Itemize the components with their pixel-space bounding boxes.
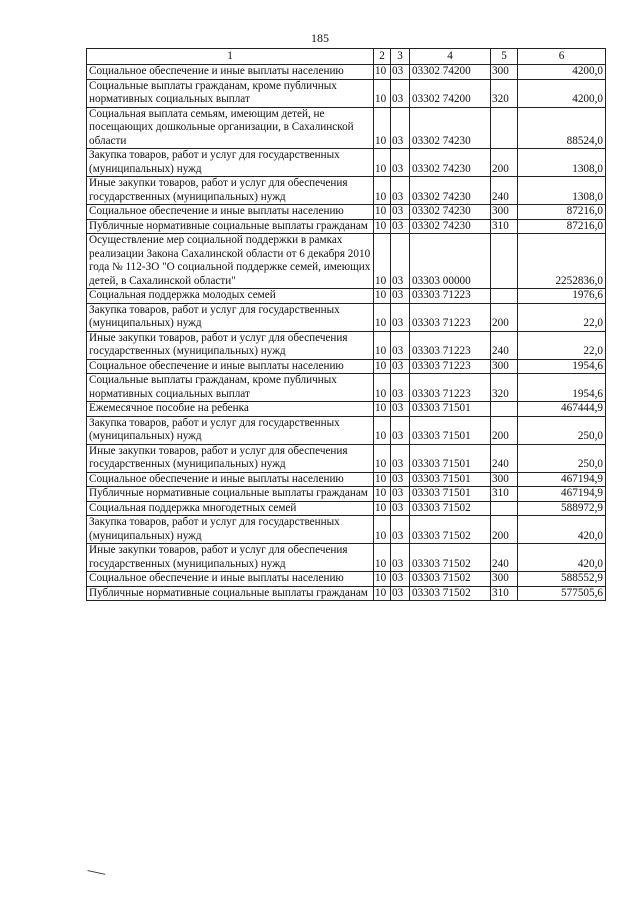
- target-article-cell: 03303 71502: [410, 516, 491, 544]
- subsection-cell: 03: [391, 149, 410, 177]
- amount-cell: 250,0: [518, 416, 606, 444]
- row-name-cell: Иные закупки товаров, работ и услуг для обеспечения государственных (муниципальных) нужд: [87, 544, 374, 572]
- table-row: [87, 572, 606, 587]
- table-row: [87, 149, 606, 177]
- amount-cell: 420,0: [518, 516, 606, 544]
- expense-type-cell: 200: [491, 303, 518, 331]
- section-cell: 10: [374, 234, 391, 289]
- target-article-cell: 03302 74230: [410, 149, 491, 177]
- target-article-cell: 03303 71501: [410, 444, 491, 472]
- amount-cell: 22,0: [518, 303, 606, 331]
- amount-cell: 87216,0: [518, 219, 606, 234]
- row-name-cell: Иные закупки товаров, работ и услуг для обеспечения государственных (муниципальных) нужд: [87, 444, 374, 472]
- table-row: [87, 303, 606, 331]
- expense-type-cell: 240: [491, 177, 518, 205]
- table-row: [87, 516, 606, 544]
- row-name-cell: Социальное обеспечение и иные выплаты населению: [87, 472, 374, 487]
- table-row: [87, 205, 606, 220]
- table-row: [87, 444, 606, 472]
- subsection-cell: 03: [391, 79, 410, 107]
- section-cell: 10: [374, 586, 391, 601]
- expense-type-cell: 240: [491, 444, 518, 472]
- row-name-cell: Иные закупки товаров, работ и услуг для обеспечения государственных (муниципальных) нужд: [87, 331, 374, 359]
- table-row: [87, 79, 606, 107]
- target-article-cell: 03303 71223: [410, 331, 491, 359]
- amount-cell: 1976,6: [518, 289, 606, 304]
- amount-cell: 588552,9: [518, 572, 606, 587]
- subsection-cell: 03: [391, 374, 410, 402]
- expense-type-cell: 300: [491, 572, 518, 587]
- section-cell: 10: [374, 572, 391, 587]
- header-row: [87, 49, 606, 65]
- subsection-cell: 03: [391, 359, 410, 374]
- amount-cell: 2252836,0: [518, 234, 606, 289]
- target-article-cell: 03303 71501: [410, 402, 491, 417]
- target-article-cell: 03303 71223: [410, 303, 491, 331]
- table-row: [87, 289, 606, 304]
- table-row: [87, 416, 606, 444]
- row-name-cell: Публичные нормативные социальные выплаты гражданам: [87, 487, 374, 502]
- target-article-cell: 03303 71502: [410, 586, 491, 601]
- row-name-cell: Социальное обеспечение и иные выплаты населению: [87, 65, 374, 80]
- table-row: [87, 177, 606, 205]
- amount-cell: 22,0: [518, 331, 606, 359]
- row-name-cell: Социальное обеспечение и иные выплаты населению: [87, 359, 374, 374]
- row-name-cell: Социальные выплаты гражданам, кроме публичных нормативных социальных выплат: [87, 79, 374, 107]
- expense-type-cell: 300: [491, 205, 518, 220]
- target-article-cell: 03302 74230: [410, 205, 491, 220]
- section-cell: 10: [374, 219, 391, 234]
- row-name-cell: Осуществление мер социальной поддержки в рамках реализации Закона Сахалинской области от 6 декабря 2010 года № 112-ЗО "О социальной поддержке семей, имеющих детей, в Сахалинской области": [87, 234, 374, 289]
- table-header: [87, 49, 606, 65]
- section-cell: 10: [374, 544, 391, 572]
- subsection-cell: 03: [391, 303, 410, 331]
- subsection-cell: 03: [391, 586, 410, 601]
- row-name-cell: Социальная поддержка молодых семей: [87, 289, 374, 304]
- target-article-cell: 03302 74200: [410, 79, 491, 107]
- amount-cell: 88524,0: [518, 107, 606, 149]
- subsection-cell: 03: [391, 177, 410, 205]
- target-article-cell: 03303 71502: [410, 544, 491, 572]
- section-cell: 10: [374, 205, 391, 220]
- section-cell: 10: [374, 402, 391, 417]
- expense-type-cell: [491, 234, 518, 289]
- expense-type-cell: 300: [491, 472, 518, 487]
- expense-type-cell: 310: [491, 487, 518, 502]
- target-article-cell: 03303 71223: [410, 359, 491, 374]
- row-name-cell: Закупка товаров, работ и услуг для государственных (муниципальных) нужд: [87, 149, 374, 177]
- section-cell: 10: [374, 303, 391, 331]
- row-name-cell: Закупка товаров, работ и услуг для государственных (муниципальных) нужд: [87, 416, 374, 444]
- table-row: [87, 472, 606, 487]
- table-row: [87, 402, 606, 417]
- row-name-cell: Социальная выплата семьям, имеющим детей, не посещающих дошкольные организации, в Сахалинской области: [87, 107, 374, 149]
- expense-type-cell: 240: [491, 331, 518, 359]
- section-cell: 10: [374, 79, 391, 107]
- expense-type-cell: 320: [491, 374, 518, 402]
- subsection-cell: 03: [391, 234, 410, 289]
- row-name-cell: Публичные нормативные социальные выплаты гражданам: [87, 219, 374, 234]
- expense-type-cell: 200: [491, 416, 518, 444]
- section-cell: 10: [374, 501, 391, 516]
- subsection-cell: 03: [391, 516, 410, 544]
- budget-table: [86, 48, 606, 601]
- amount-cell: 87216,0: [518, 205, 606, 220]
- section-cell: 10: [374, 149, 391, 177]
- amount-cell: 420,0: [518, 544, 606, 572]
- pen-mark: [87, 864, 106, 875]
- amount-cell: 250,0: [518, 444, 606, 472]
- expense-type-cell: [491, 289, 518, 304]
- section-cell: 10: [374, 472, 391, 487]
- target-article-cell: 03303 71223: [410, 374, 491, 402]
- section-cell: 10: [374, 416, 391, 444]
- expense-type-cell: [491, 402, 518, 417]
- expense-type-cell: 200: [491, 516, 518, 544]
- target-article-cell: 03303 00000: [410, 234, 491, 289]
- target-article-cell: 03303 71502: [410, 501, 491, 516]
- section-cell: 10: [374, 107, 391, 149]
- expense-type-cell: 300: [491, 65, 518, 80]
- header-col-4: 4: [410, 49, 491, 65]
- target-article-cell: 03302 74230: [410, 107, 491, 149]
- subsection-cell: 03: [391, 416, 410, 444]
- header-col-6: 6: [518, 49, 606, 65]
- header-col-1: 1: [87, 49, 374, 65]
- target-article-cell: 03302 74200: [410, 65, 491, 80]
- subsection-cell: 03: [391, 402, 410, 417]
- row-name-cell: Ежемесячное пособие на ребенка: [87, 402, 374, 417]
- expense-type-cell: 320: [491, 79, 518, 107]
- row-name-cell: Социальные выплаты гражданам, кроме публичных нормативных социальных выплат: [87, 374, 374, 402]
- row-name-cell: Социальная поддержка многодетных семей: [87, 501, 374, 516]
- amount-cell: 1954,6: [518, 374, 606, 402]
- section-cell: 10: [374, 331, 391, 359]
- expense-type-cell: 310: [491, 586, 518, 601]
- target-article-cell: 03303 71223: [410, 289, 491, 304]
- amount-cell: 4200,0: [518, 65, 606, 80]
- subsection-cell: 03: [391, 472, 410, 487]
- amount-cell: 4200,0: [518, 79, 606, 107]
- amount-cell: 1954,6: [518, 359, 606, 374]
- amount-cell: 1308,0: [518, 149, 606, 177]
- target-article-cell: 03303 71501: [410, 472, 491, 487]
- row-name-cell: Социальное обеспечение и иные выплаты населению: [87, 572, 374, 587]
- subsection-cell: 03: [391, 107, 410, 149]
- expense-type-cell: 240: [491, 544, 518, 572]
- table-body: [87, 65, 606, 601]
- row-name-cell: Социальное обеспечение и иные выплаты населению: [87, 205, 374, 220]
- header-col-5: 5: [491, 49, 518, 65]
- page-number: 185: [311, 31, 329, 45]
- amount-cell: 1308,0: [518, 177, 606, 205]
- subsection-cell: 03: [391, 444, 410, 472]
- section-cell: 10: [374, 487, 391, 502]
- target-article-cell: 03303 71501: [410, 487, 491, 502]
- section-cell: 10: [374, 289, 391, 304]
- table-row: [87, 544, 606, 572]
- table-row: [87, 501, 606, 516]
- target-article-cell: 03303 71502: [410, 572, 491, 587]
- section-cell: 10: [374, 516, 391, 544]
- section-cell: 10: [374, 444, 391, 472]
- subsection-cell: 03: [391, 487, 410, 502]
- table-row: [87, 331, 606, 359]
- expense-type-cell: [491, 501, 518, 516]
- section-cell: 10: [374, 359, 391, 374]
- expense-type-cell: [491, 107, 518, 149]
- amount-cell: 467194,9: [518, 487, 606, 502]
- table-row: [87, 219, 606, 234]
- table-row: [87, 487, 606, 502]
- table-row: [87, 359, 606, 374]
- target-article-cell: 03302 74230: [410, 177, 491, 205]
- subsection-cell: 03: [391, 501, 410, 516]
- subsection-cell: 03: [391, 572, 410, 587]
- subsection-cell: 03: [391, 544, 410, 572]
- header-col-3: 3: [391, 49, 410, 65]
- section-cell: 10: [374, 177, 391, 205]
- subsection-cell: 03: [391, 331, 410, 359]
- table-row: [87, 586, 606, 601]
- amount-cell: 588972,9: [518, 501, 606, 516]
- row-name-cell: Публичные нормативные социальные выплаты гражданам: [87, 586, 374, 601]
- table-row: [87, 65, 606, 80]
- subsection-cell: 03: [391, 289, 410, 304]
- subsection-cell: 03: [391, 205, 410, 220]
- row-name-cell: Иные закупки товаров, работ и услуг для обеспечения государственных (муниципальных) нужд: [87, 177, 374, 205]
- row-name-cell: Закупка товаров, работ и услуг для государственных (муниципальных) нужд: [87, 516, 374, 544]
- subsection-cell: 03: [391, 219, 410, 234]
- header-col-2: 2: [374, 49, 391, 65]
- row-name-cell: Закупка товаров, работ и услуг для государственных (муниципальных) нужд: [87, 303, 374, 331]
- table-row: [87, 107, 606, 149]
- section-cell: 10: [374, 65, 391, 80]
- expense-type-cell: 200: [491, 149, 518, 177]
- section-cell: 10: [374, 374, 391, 402]
- amount-cell: 467444,9: [518, 402, 606, 417]
- subsection-cell: 03: [391, 65, 410, 80]
- target-article-cell: 03302 74230: [410, 219, 491, 234]
- expense-type-cell: 310: [491, 219, 518, 234]
- table-row: [87, 374, 606, 402]
- amount-cell: 577505,6: [518, 586, 606, 601]
- amount-cell: 467194,9: [518, 472, 606, 487]
- table-row: [87, 234, 606, 289]
- expense-type-cell: 300: [491, 359, 518, 374]
- target-article-cell: 03303 71501: [410, 416, 491, 444]
